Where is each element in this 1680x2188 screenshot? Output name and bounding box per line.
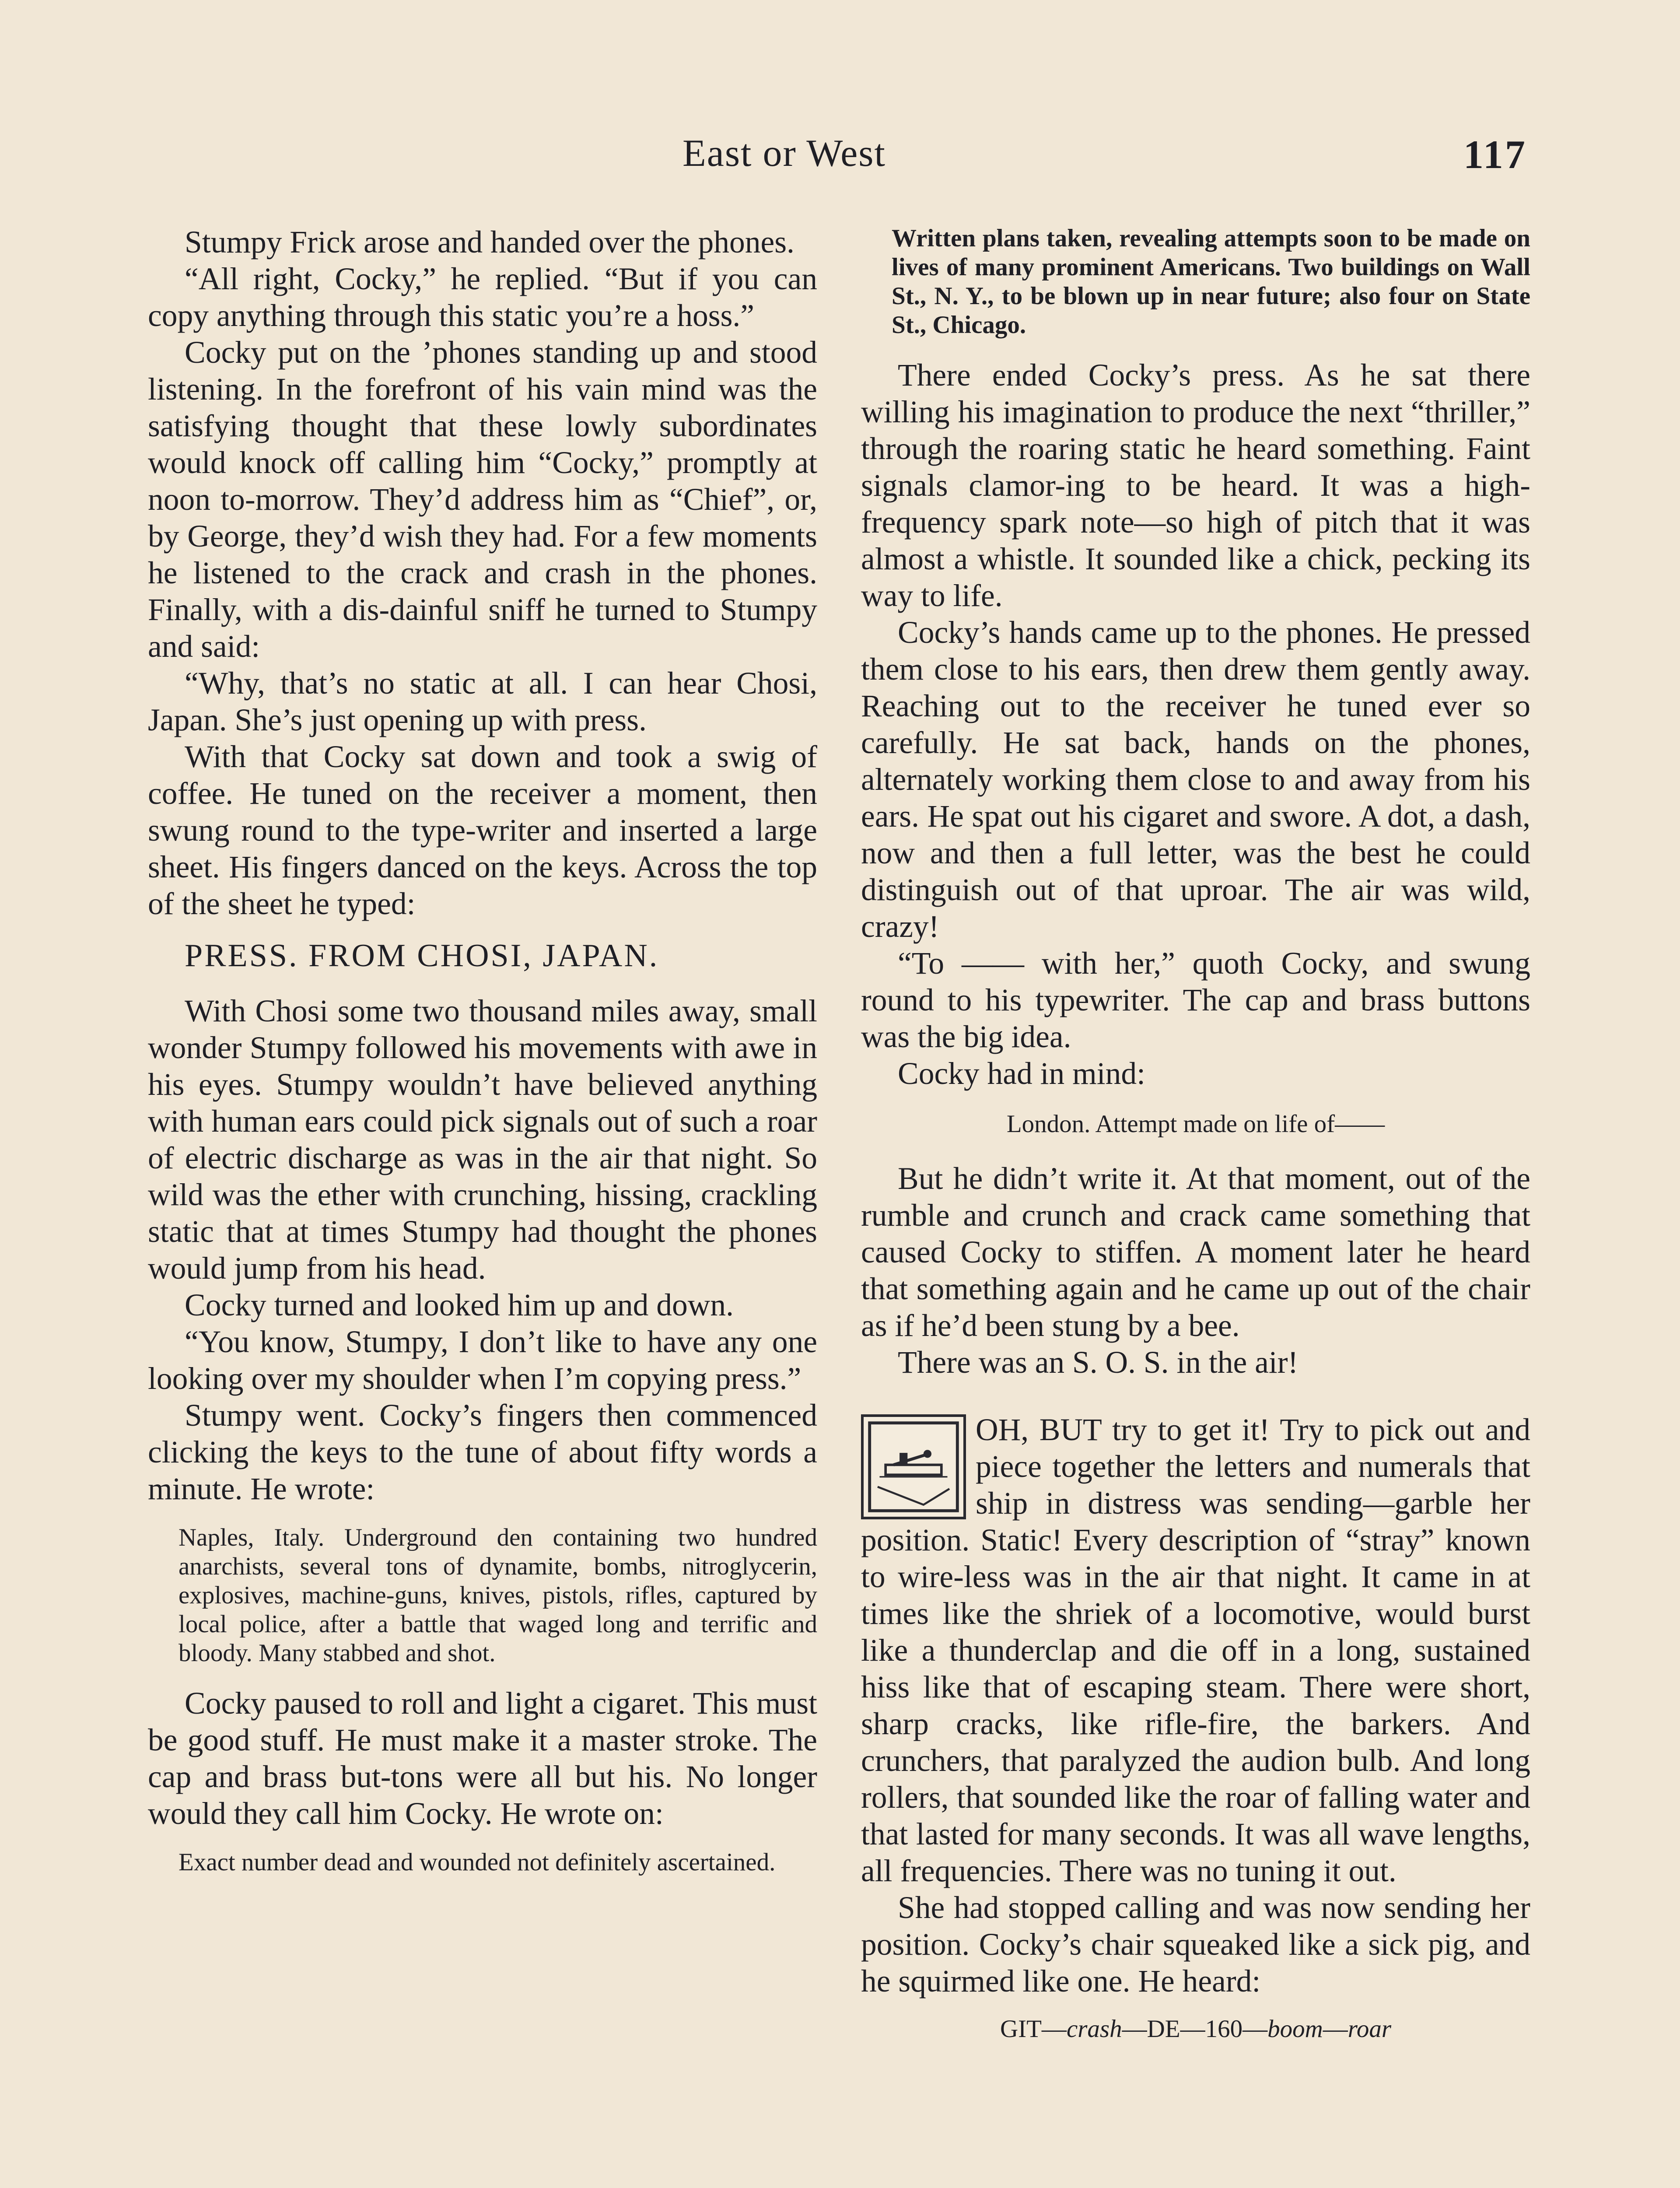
paragraph: Cocky put on the ’phones standing up and stood listening. In the forefront of his vain mind was the satisfying thought that these lowly subordinates would knock off calling him “Cocky,” promptly at noon to-morrow. They’d address him as “Chief”, or, by George, they’d wish they had. For a few moments he listened to the crack and crash in the phones. Finally, with a dis-dainful sniff he turned to Stumpy and said: (148, 335, 817, 664)
left-column (148, 224, 817, 1894)
paragraph: With that Cocky sat down and took a swig of coffee. He tuned on the receiver a moment, then swung round to the type-writer and inserted a large sheet. His fingers danced on the keys. Across the top of the sheet he typed: (148, 740, 817, 921)
paragraph: With Chosi some two thousand miles away, small wonder Stumpy followed his movements with awe in his eyes. Stumpy wouldn’t have believed anything with human ears could pick signals out of such a roar of electric discharge as was in the air that night. So wild was the ether with crunching, hissing, crackling static that at times Stumpy had thought the phones would jump from his head. (148, 994, 817, 1286)
paragraph: She had stopped calling and was now sending her position. Cocky’s chair squeaked like a sick pig, and he squirmed like one. He heard: (861, 1890, 1530, 1999)
dispatch-block: Exact number dead and wounded not definitely ascertained. (178, 1848, 776, 1876)
paragraph: “You know, Stumpy, I don’t like to have any one looking over my shoulder when I’m copying press.” (148, 1325, 817, 1396)
section-paragraph-text: OH, BUT try to get it! Try to pick out and piece together the letters and numerals that ship in distress was sending—garble her position. Static! Every description of “stray” known to wire-less was in the air that night. It came in at times like the shriek of a locomotive, would burst like a thunderclap and die off in a long, sustained hiss like that of escaping steam. There were short, sharp cracks, like rifle-fire, the barkers. And crunchers, that paralyzed the audion bulb. And long rollers, that sounded like the roar of falling water and that lasted for many seconds. It was all wave lengths, all frequencies. There was no tuning it out. (861, 1413, 1530, 1888)
running-header-title: East or West (682, 132, 886, 175)
press-heading: PRESS. FROM CHOSI, JAPAN. (185, 938, 659, 974)
paragraph: There ended Cocky’s press. As he sat there willing his imagination to produce the next “thriller,” through the roaring static he heard something. Faint signals clamor-ing to be heard. It was a high-frequency spark note—so high of pitch that it was almost a whistle. It sounded like a chick, pecking its way to life. (861, 358, 1530, 613)
dispatch-block: London. Attempt made on life of—— (1006, 1110, 1385, 1138)
dispatch-block: Naples, Italy. Underground den containing two hundred anarchists, several tons of dynamite, bombs, nitroglycerin, explosives, machine-guns, knives, pistols, rifles, captured by local police, after a battle that waged long and terrific and bloody. Many stabbed and shot. (178, 1524, 817, 1667)
paragraph: Cocky turned and looked him up and down. (185, 1288, 734, 1322)
paragraph: “All right, Cocky,” he replied. “But if you can copy anything through this static you’re a hoss.” (148, 262, 817, 333)
section-paragraph (861, 1412, 1530, 1890)
page-number: 117 (1463, 132, 1527, 177)
paragraph: Cocky had in mind: (898, 1056, 1145, 1091)
right-column (861, 224, 1530, 2044)
paragraph: But he didn’t write it. At that moment, out of the rumble and crunch and crack came something that caused Cocky to stiffen. A moment later he heard that something again and he came up out of the chair as if he’d been stung by a bee. (861, 1161, 1530, 1343)
paragraph: Stumpy Frick arose and handed over the phones. (185, 225, 794, 259)
dispatch-block: Written plans taken, revealing attempts soon to be made on lives of many prominent Americans. Two buildings on Wall St., N. Y., to be blown up in near future; also four on State St., Chicago. (892, 224, 1530, 339)
paragraph: Stumpy went. Cocky’s fingers then commenced clicking the keys to the tune of about fifty words a minute. He wrote: (148, 1398, 817, 1506)
paragraph: “Why, that’s no static at all. I can hear Chosi, Japan. She’s just opening up with press. (148, 666, 817, 737)
paragraph: There was an S. O. S. in the air! (898, 1345, 1298, 1380)
received-code-line: GIT—crash—DE—160—boom—roar (1000, 2015, 1392, 2043)
paragraph: Cocky’s hands came up to the phones. He pressed them close to his ears, then drew them gently away. Reaching out to the receiver he tuned ever so carefully. He sat back, hands on the phones, alternately working them close to and away from his ears. He spat out his cigaret and swore. A dot, a dash, now and then a full letter, was the best he could distinguish out of that uproar. The air was wild, crazy! (861, 615, 1530, 944)
telegraph-key-icon (861, 1414, 966, 1519)
paragraph: “To —— with her,” quoth Cocky, and swung round to his typewriter. The cap and brass buttons was the big idea. (861, 946, 1530, 1054)
paragraph: Cocky paused to roll and light a cigaret. This must be good stuff. He must make it a master stroke. The cap and brass but-tons were all but his. No longer would they call him Cocky. He wrote on: (148, 1686, 817, 1831)
